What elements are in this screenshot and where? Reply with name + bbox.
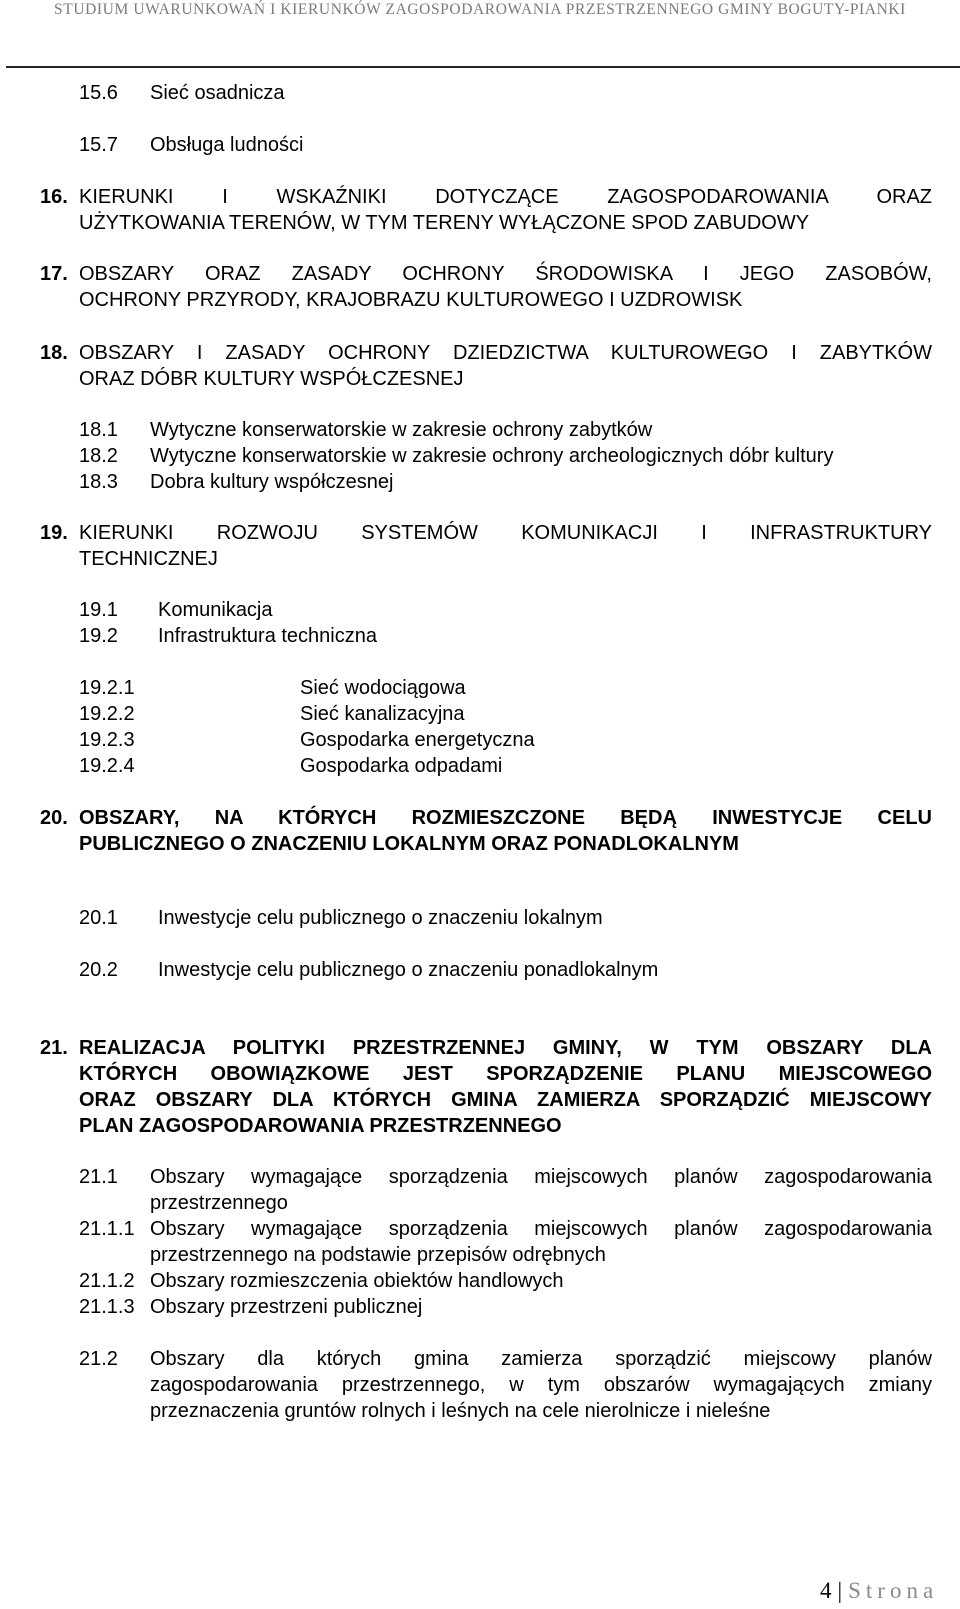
toc-number: 21.1.3	[79, 1296, 135, 1318]
toc-entry-title: Wytyczne konserwatorskie w zakresie ochrony zabytków	[150, 419, 653, 441]
toc-number: 18.3	[79, 471, 118, 493]
toc-number: 21.1	[79, 1166, 118, 1188]
toc-entry-title: przeznaczenia gruntów rolnych i leśnych na cele nierolnicze i nieleśne	[150, 1400, 771, 1422]
toc-entry-title: Sieć kanalizacyjna	[300, 703, 465, 725]
toc-number: 21.1.2	[79, 1270, 135, 1292]
toc-entry-title: Obszary dla których gmina zamierza sporządzić miejscowy planów	[150, 1348, 932, 1370]
toc-entry-title: Obszary rozmieszczenia obiektów handlowych	[150, 1270, 564, 1292]
toc-entry-title: Komunikacja	[158, 599, 273, 621]
toc-chapter-title: TECHNICZNEJ	[79, 548, 218, 570]
toc-number: 19.2.1	[79, 677, 135, 699]
header-divider	[6, 66, 960, 68]
toc-entry-title: Obszary wymagające sporządzenia miejscowych planów zagospodarowania	[150, 1166, 932, 1188]
toc-number: 19.2.3	[79, 729, 135, 751]
toc-entry-title: Gospodarka energetyczna	[300, 729, 535, 751]
toc-entry-title: Sieć wodociągowa	[300, 677, 466, 699]
toc-number: 20.2	[79, 959, 118, 981]
toc-chapter-number: 21.	[40, 1037, 68, 1059]
toc-number: 15.7	[79, 134, 118, 156]
toc-chapter-title: PLAN ZAGOSPODAROWANIA PRZESTRZENNEGO	[79, 1115, 562, 1137]
toc-chapter-number: 19.	[40, 522, 68, 544]
toc-entry-title: Obszary wymagające sporządzenia miejscowych planów zagospodarowania	[150, 1218, 932, 1240]
toc-entry-title: Wytyczne konserwatorskie w zakresie ochrony archeologicznych dóbr kultury	[150, 445, 834, 467]
toc-chapter-title: UŻYTKOWANIA TERENÓW, W TYM TERENY WYŁĄCZONE SPOD ZABUDOWY	[79, 212, 810, 234]
toc-chapter-title: ORAZ DÓBR KULTURY WSPÓŁCZESNEJ	[79, 368, 464, 390]
toc-number: 19.1	[79, 599, 118, 621]
toc-chapter-title: OBSZARY ORAZ ZASADY OCHRONY ŚRODOWISKA I JEGO ZASOBÓW,	[79, 263, 932, 285]
toc-chapter-title: OBSZARY I ZASADY OCHRONY DZIEDZICTWA KULTUROWEGO I ZABYTKÓW	[79, 342, 932, 364]
toc-chapter-title: REALIZACJA POLITYKI PRZESTRZENNEJ GMINY, W TYM OBSZARY DLA	[79, 1037, 932, 1059]
toc-entry-title: zagospodarowania przestrzennego, w tym obszarów wymagających zmiany	[150, 1374, 932, 1396]
footer-separator: |	[837, 1578, 843, 1603]
toc-number: 18.1	[79, 419, 118, 441]
page-header	[0, 0, 960, 28]
toc-chapter-number: 18.	[40, 342, 68, 364]
toc-chapter-title: KIERUNKI ROZWOJU SYSTEMÓW KOMUNIKACJI I INFRASTRUKTURY	[79, 522, 932, 544]
toc-chapter-number: 17.	[40, 263, 68, 285]
toc-entry-title: Infrastruktura techniczna	[158, 625, 377, 647]
toc-number: 18.2	[79, 445, 118, 467]
toc-entry-title: Obsługa ludności	[150, 134, 304, 156]
toc-entry-title: Sieć osadnicza	[150, 82, 285, 104]
toc-entry-title: Inwestycje celu publicznego o znaczeniu ponadlokalnym	[158, 959, 659, 981]
page-label: Strona	[848, 1578, 939, 1603]
toc-number: 21.1.1	[79, 1218, 135, 1240]
toc-number: 21.2	[79, 1348, 118, 1370]
toc-chapter-title: KTÓRYCH OBOWIĄZKOWE JEST SPORZĄDZENIE PLANU MIEJSCOWEGO	[79, 1063, 932, 1085]
toc-chapter-number: 16.	[40, 186, 68, 208]
toc-number: 19.2	[79, 625, 118, 647]
toc-entry-title: przestrzennego na podstawie przepisów odrębnych	[150, 1244, 606, 1266]
toc-chapter-title: PUBLICZNEGO O ZNACZENIU LOKALNYM ORAZ PONADLOKALNYM	[79, 833, 739, 855]
page-footer	[820, 1578, 960, 1604]
toc-chapter-title: OBSZARY, NA KTÓRYCH ROZMIESZCZONE BĘDĄ INWESTYCJE CELU	[79, 807, 932, 829]
toc-entry-title: Gospodarka odpadami	[300, 755, 503, 777]
toc-chapter-title: ORAZ OBSZARY DLA KTÓRYCH GMINA ZAMIERZA SPORZĄDZIĆ MIEJSCOWY	[79, 1089, 932, 1111]
toc-entry-title: przestrzennego	[150, 1192, 288, 1214]
toc-number: 15.6	[79, 82, 118, 104]
header-title: STUDIUM UWARUNKOWAŃ I KIERUNKÓW ZAGOSPODAROWANIA PRZESTRZENNEGO GMINY BOGUTY-PIANKI	[54, 1, 906, 18]
toc-entry-title: Obszary przestrzeni publicznej	[150, 1296, 423, 1318]
toc-number: 19.2.4	[79, 755, 135, 777]
toc-number: 19.2.2	[79, 703, 135, 725]
toc-chapter-title: OCHRONY PRZYRODY, KRAJOBRAZU KULTUROWEGO I UZDROWISK	[79, 289, 743, 311]
toc-entry-title: Dobra kultury współczesnej	[150, 471, 394, 493]
page-number: 4	[820, 1578, 832, 1603]
toc-number: 20.1	[79, 907, 118, 929]
toc-entry-title: Inwestycje celu publicznego o znaczeniu lokalnym	[158, 907, 603, 929]
toc-chapter-number: 20.	[40, 807, 68, 829]
toc-chapter-title: KIERUNKI I WSKAŹNIKI DOTYCZĄCE ZAGOSPODAROWANIA ORAZ	[79, 186, 932, 208]
